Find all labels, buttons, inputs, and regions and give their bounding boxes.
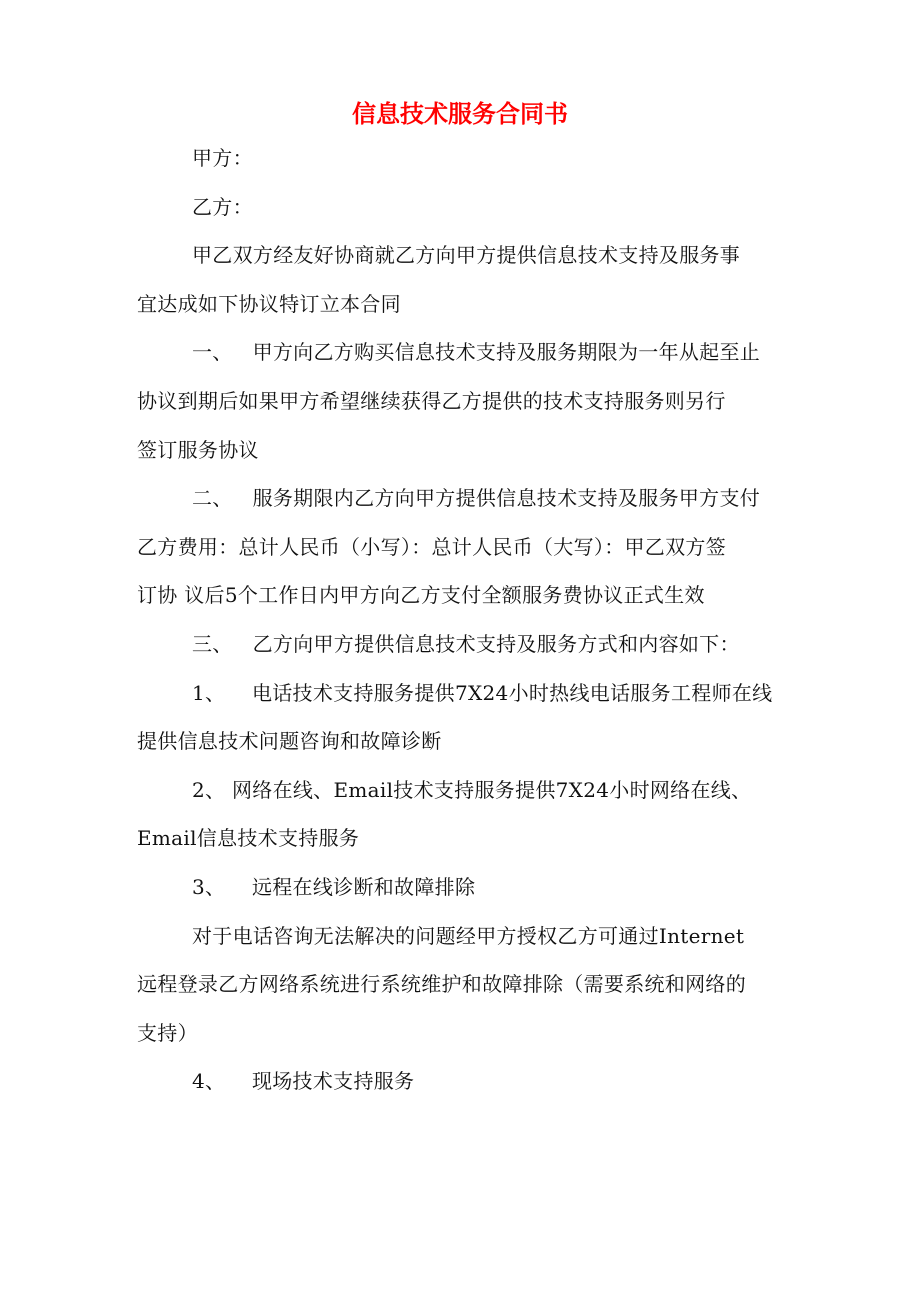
text-line: 3、 远程在线诊断和故障排除 xyxy=(192,874,476,899)
text-line: 提供信息技术问题咨询和故障诊断 xyxy=(137,729,442,754)
text-line: 1、 电话技术支持服务提供7X24小时热线电话服务工程师在线 xyxy=(192,680,773,705)
text-line: 支持） xyxy=(137,1020,198,1045)
text-line: 甲乙双方经友好协商就乙方向甲方提供信息技术支持及服务事 xyxy=(192,243,741,268)
text-line: 远程登录乙方网络系统进行系统维护和故障排除（需要系统和网络的 xyxy=(137,972,746,997)
text-line: Email信息技术支持服务 xyxy=(137,826,360,851)
text-line: 乙方： xyxy=(192,194,253,219)
text-line: 订协 议后5个工作日内甲方向乙方支付全额服务费协议正式生效 xyxy=(137,583,705,608)
document-title: 信息技术服务合同书 xyxy=(352,100,568,128)
text-line: 签订服务协议 xyxy=(137,437,259,462)
text-line: 2、 网络在线、Email技术支持服务提供7X24小时网络在线、 xyxy=(192,777,752,802)
text-line: 宜达成如下协议特订立本合同 xyxy=(137,291,401,316)
text-line: 乙方费用：总计人民币（小写）：总计人民币（大写）：甲乙双方签 xyxy=(137,534,726,559)
text-line: 二、 服务期限内乙方向甲方提供信息技术支持及服务甲方支付 xyxy=(192,486,761,511)
text-line: 甲方： xyxy=(192,146,253,170)
text-line: 一、 甲方向乙方购买信息技术支持及服务期限为一年从起至止 xyxy=(192,340,761,365)
text-line: 对于电话咨询无法解决的问题经甲方授权乙方可通过Internet xyxy=(192,923,745,948)
text-line: 协议到期后如果甲方希望继续获得乙方提供的技术支持服务则另行 xyxy=(137,388,726,413)
text-line: 4、 现场技术支持服务 xyxy=(192,1069,415,1094)
text-line: 三、 乙方向甲方提供信息技术支持及服务方式和内容如下： xyxy=(192,631,740,656)
document-body xyxy=(137,134,797,1106)
